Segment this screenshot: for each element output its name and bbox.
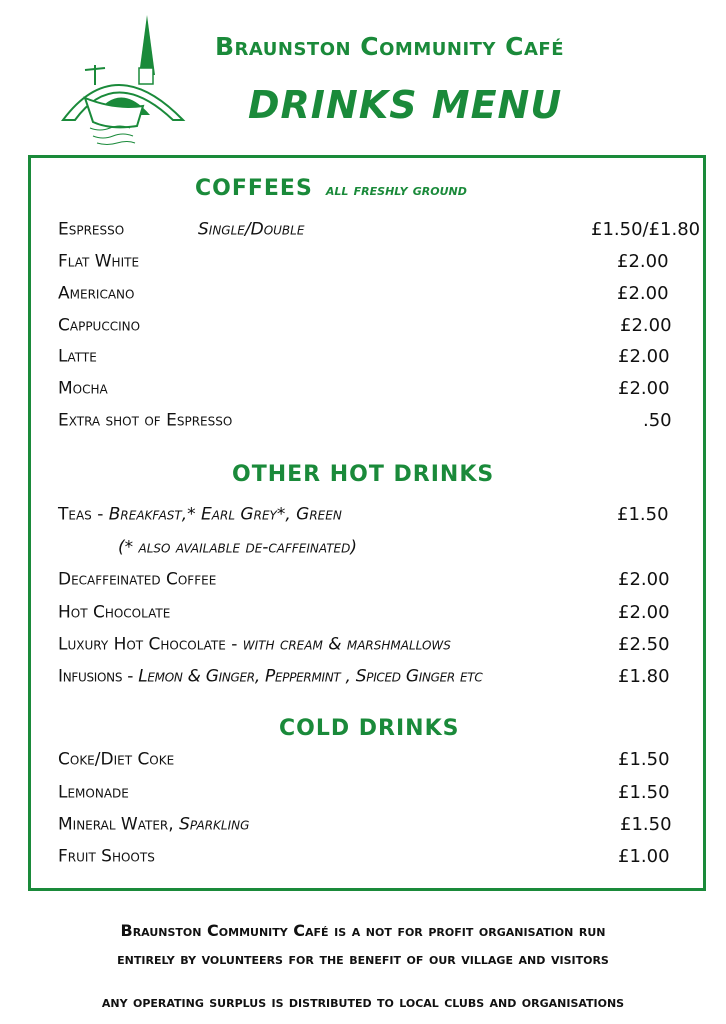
menu-item: Americano [58, 283, 135, 304]
section-title: COFFEES [195, 176, 313, 201]
menu-item: Luxury Hot Chocolate - with cream & marshmallows [58, 634, 451, 655]
footer-line: Braunston Community Café is a not for profit organisation run [120, 921, 606, 940]
cafe-logo-icon [55, 10, 195, 150]
item-price: £1.50 [620, 814, 672, 835]
item-price: £2.00 [618, 346, 670, 367]
menu-item: Espresso Single/Double [58, 219, 305, 240]
cafe-name: Braunston Community Café [215, 32, 565, 61]
item-price: .50 [643, 410, 672, 431]
section-cold-header: COLD DRINKS [279, 716, 460, 741]
section-subtitle: all freshly ground [325, 181, 467, 199]
menu-item: Flat White [58, 251, 140, 272]
item-price: £2.00 [620, 315, 672, 336]
item-price: £2.00 [618, 602, 670, 623]
item-price: £2.00 [617, 251, 669, 272]
section-coffees-header [195, 178, 467, 200]
item-price: £1.50/£1.80 [591, 219, 701, 240]
item-price: £1.00 [618, 846, 670, 867]
item-price: £1.50 [618, 749, 670, 770]
menu-item: Infusions - Lemon & Ginger, Peppermint , Spiced Ginger etc [58, 666, 483, 687]
menu-item: Coke/Diet Coke [58, 749, 175, 770]
page-title: DRINKS MENU [248, 83, 563, 127]
item-price: £2.00 [617, 283, 669, 304]
menu-item: Mocha [58, 378, 108, 399]
menu-item: Decaffeinated Coffee [58, 569, 217, 590]
item-price: £2.00 [618, 569, 670, 590]
menu-item: Extra shot of Espresso [58, 410, 233, 431]
item-price: £2.50 [618, 634, 670, 655]
footer-line: any operating surplus is distributed to local clubs and organisations [101, 993, 625, 1011]
footer-line: entirely by volunteers for the benefit of our village and visitors [117, 949, 609, 968]
item-price: £1.80 [618, 666, 670, 687]
menu-item: Teas - Breakfast,* Earl Grey*, Green [58, 504, 342, 525]
section-other-hot-header: OTHER HOT DRINKS [232, 462, 495, 487]
menu-item: Fruit Shoots [58, 846, 155, 867]
menu-item: Cappuccino [58, 315, 141, 336]
item-price: £1.50 [618, 782, 670, 803]
menu-item: Mineral Water, Sparkling [58, 814, 250, 835]
item-price: £2.00 [618, 378, 670, 399]
menu-note: (* also available de-caffeinated) [118, 537, 358, 558]
menu-item: Lemonade [58, 782, 129, 803]
menu-item: Latte [58, 346, 97, 367]
item-price: £1.50 [617, 504, 669, 525]
menu-item: Hot Chocolate [58, 602, 171, 623]
